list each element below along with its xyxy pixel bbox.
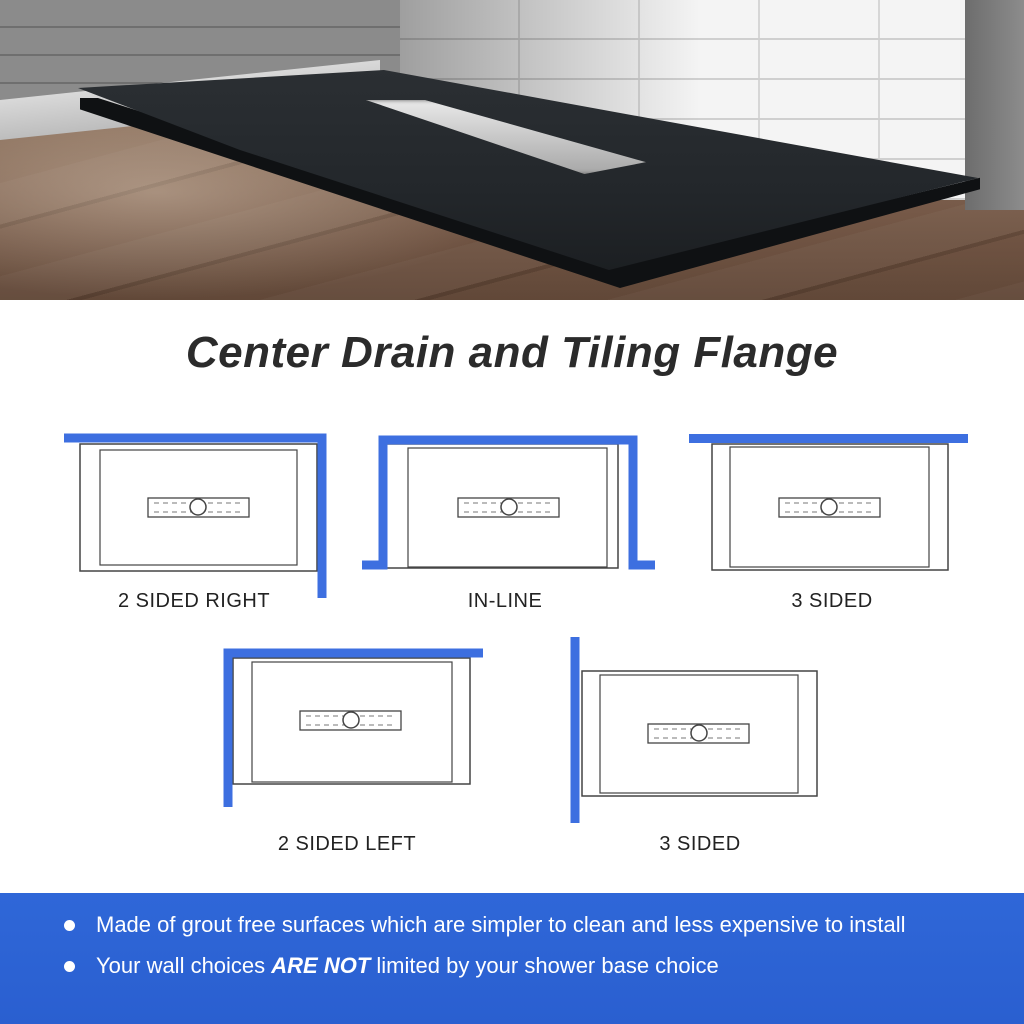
diagram-in-line-svg [362,434,662,604]
diagram-3-sided-left-svg [570,637,830,827]
drain-icon [148,498,249,517]
diagram-label-2-sided-right: 2 SIDED RIGHT [117,590,271,612]
feature-item [60,952,960,979]
diagram-label-in-line: IN-LINE [467,590,543,612]
page-title: Center Drain and Tiling Flange [185,328,839,377]
feature-text-emphasis: ARE NOT [271,953,371,978]
diagram-3-sided-top-svg [689,434,979,604]
feature-item [60,911,960,938]
feature-text-start: Your wall choices [96,953,272,978]
diagram-label-3-sided-left: 3 SIDED [659,833,741,855]
diagram-in-line [362,434,662,614]
features-band [0,893,1024,1024]
diagram-label-3-sided-top: 3 SIDED [791,590,873,612]
feature-text: Made of grout free surfaces which are simpler to clean and less expensive to install [96,912,906,937]
product-photo [0,0,1024,300]
diagram-2-sided-right-svg [64,434,334,604]
diagram-2-sided-left [222,647,522,827]
feature-text-end: limited by your shower base choice [370,953,719,978]
bullet-icon [64,920,75,931]
drain-icon [648,724,749,743]
diagram-label-2-sided-left: 2 SIDED LEFT [277,833,417,855]
drain-icon [458,498,559,517]
diagram-2-sided-left-svg [222,647,492,817]
drain-icon [779,498,880,517]
diagram-3-sided-top [689,434,989,614]
drain-icon [300,711,401,730]
bullet-icon [64,961,75,972]
diagram-3-sided-left [570,637,870,817]
diagram-2-sided-right [64,434,364,614]
feature-list [60,911,960,993]
